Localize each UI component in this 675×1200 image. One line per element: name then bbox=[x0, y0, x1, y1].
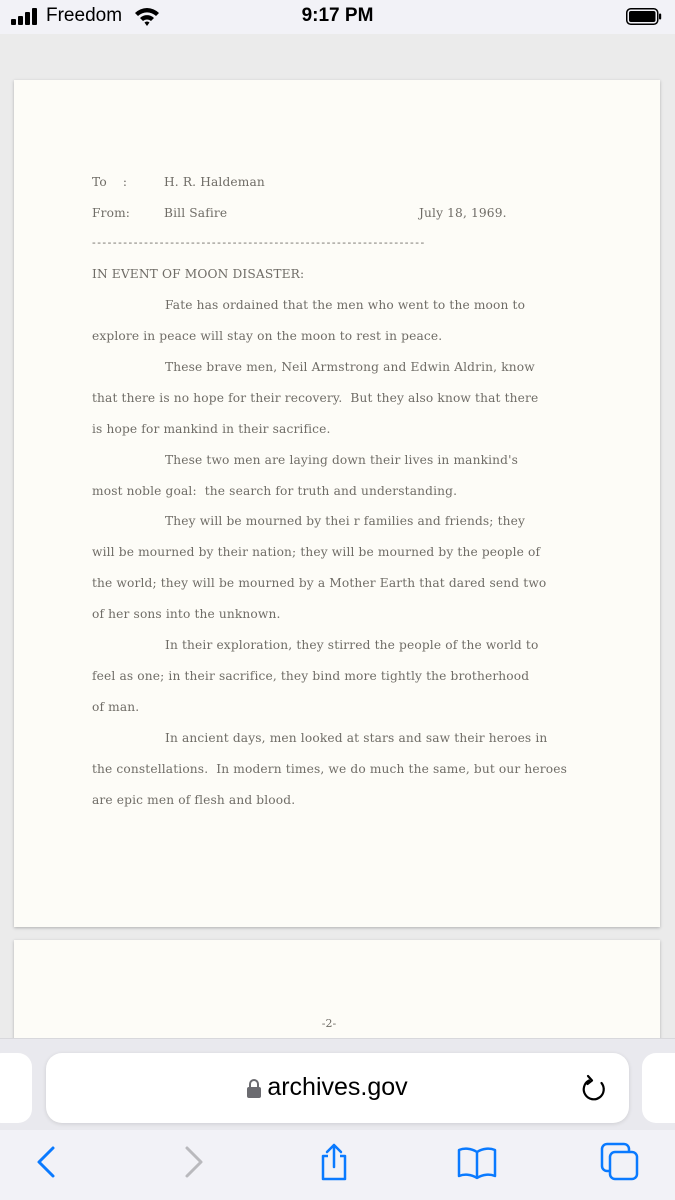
document-page-1 bbox=[14, 80, 660, 927]
memo-line: In ancient days, men looked at stars and saw their heroes in bbox=[165, 731, 548, 745]
memo-line: will be mourned by their nation; they will be mourned by the people of bbox=[92, 545, 541, 559]
memo-line: Fate has ordained that the men who went to the moon to bbox=[165, 298, 526, 312]
memo-line: These brave men, Neil Armstrong and Edwin Aldrin, know bbox=[165, 360, 535, 374]
memo-line: feel as one; in their sacrifice, they bind more tightly the brotherhood bbox=[92, 669, 530, 683]
memo-date: July 18, 1969. bbox=[419, 206, 507, 220]
memo-heading: IN EVENT OF MOON DISASTER: bbox=[92, 267, 305, 281]
share-icon[interactable] bbox=[316, 1142, 352, 1182]
tabs-icon[interactable] bbox=[600, 1142, 640, 1182]
next-tab-card[interactable] bbox=[642, 1053, 675, 1123]
memo-line: In their exploration, they stirred the people of the world to bbox=[165, 638, 539, 652]
memo-to-value: H. R. Haldeman bbox=[164, 175, 265, 189]
memo-line: the constellations. In modern times, we do much the same, but our heroes bbox=[92, 762, 568, 776]
carrier-name: Freedom bbox=[46, 5, 123, 26]
memo-to-label: To : bbox=[92, 175, 128, 189]
memo-line: that there is no hope for their recovery. But they also know that there bbox=[92, 391, 539, 405]
clock-time: 9:17 PM bbox=[301, 5, 374, 26]
memo-line: of her sons into the unknown. bbox=[92, 607, 281, 621]
memo-divider: - - - - - - - - - - - - - - - - - - - - - - - - - - - - - - - - - - - - - - - - - - - - - - - - - - - - - - - - - - - - - - - - bbox=[92, 236, 424, 249]
address-field[interactable] bbox=[46, 1053, 629, 1123]
memo-from-value: Bill Safire bbox=[164, 206, 228, 220]
document-page-2 bbox=[14, 940, 660, 1038]
forward-icon[interactable] bbox=[175, 1144, 211, 1180]
previous-tab-card[interactable] bbox=[0, 1053, 32, 1123]
memo-from-label: From: bbox=[92, 206, 131, 220]
memo-line: are epic men of flesh and blood. bbox=[92, 793, 296, 807]
memo-line: of man. bbox=[92, 700, 140, 714]
address-bar-area bbox=[0, 1038, 675, 1131]
memo-line: explore in peace will stay on the moon to rest in peace. bbox=[92, 329, 443, 343]
bottom-toolbar bbox=[0, 1130, 675, 1200]
memo-line: most noble goal: the search for truth and understanding. bbox=[92, 484, 458, 498]
battery-icon bbox=[626, 8, 662, 25]
reload-icon[interactable] bbox=[580, 1073, 608, 1103]
bookmarks-icon[interactable] bbox=[456, 1144, 498, 1180]
back-icon[interactable] bbox=[29, 1144, 65, 1180]
memo-line: is hope for mankind in their sacrifice. bbox=[92, 422, 331, 436]
memo-line: They will be mourned by thei r families and friends; they bbox=[165, 514, 526, 528]
document-viewport[interactable] bbox=[0, 34, 675, 1038]
status-bar bbox=[0, 0, 675, 34]
memo-line: the world; they will be mourned by a Mother Earth that dared send two bbox=[92, 576, 547, 590]
url-text[interactable]: archives.gov bbox=[267, 1073, 408, 1101]
memo-line: These two men are laying down their lives in mankind's bbox=[165, 453, 519, 467]
page-number: -2- bbox=[321, 1017, 337, 1030]
